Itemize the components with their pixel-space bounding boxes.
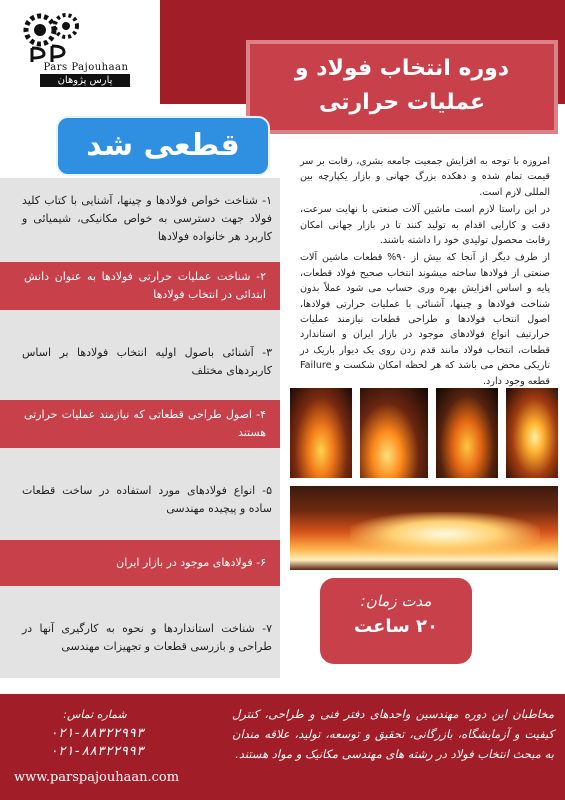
topic-item-6: ۶- فولادهای موجود در بازار ایران — [0, 540, 280, 586]
duration-label: مدت زمان: — [360, 592, 432, 610]
intro-text — [300, 154, 550, 391]
logo-latin-text: Pars Pajouhaan — [43, 62, 129, 73]
confirmed-badge: قطعی شد — [56, 116, 270, 176]
hot-steel-photo — [290, 486, 558, 570]
gear-logo-icon — [22, 8, 82, 64]
topic-item-7: ۷- شناخت استانداردها و نحوه به کارگیری آنها در طراحی و بازرسی قطعات و تجهیزات مهندسی — [22, 622, 272, 653]
duration-box — [320, 578, 472, 664]
furnace-photo-1 — [290, 388, 352, 478]
topic-item-2: ۲- شناخت عملیات حرارتی فولادها به عنوان دانش ابتدائی در انتخاب فولادها — [0, 262, 280, 310]
phone-number-2: ۰۲۱-۸۸۳۲۲۹۹۳ — [50, 744, 144, 759]
footer — [0, 694, 565, 800]
topic-item-4: ۴- اصول طراحی قطعاتی که نیازمند عملیات حرارتی هستند — [0, 400, 280, 448]
duration-value: ۲۰ ساعت — [353, 616, 439, 637]
intro-paragraph-3: از طرف دیگر از آنجا که بیش از ۹۰% قطعات ماشین آلات صنعتی از فولادها ساخته میشوند انتخاب صحیح فولاد قطعات، پایه و اساس افزایش بهره وری حساب می شود عملاً بدون شناخت فولادها و چینها، آشنائی با عملیات حرارتی فولادها، اصول انتخاب فولادها و طراحی قطعات نیازمند عملیات حرارتیف انواع فولادهای موجود در بازار ایران و استاندارد قطعات، انتخاب فولاد مانند قدم زدن روی یک دیوار باریک در تاریکی محض می باشد که هر لحظه امکان شکست و Failure قطعه وجود دارد. — [300, 252, 550, 387]
furnace-photo-2 — [360, 388, 428, 478]
intro-paragraph-2: در این راستا لازم است ماشین آلات صنعتی با نهایت سرعت، دقت و کارایی اقدام به تولید کنند تا در بازار جهانی امکان رقابت محصول تولیدی خود را داشته باشند. — [300, 204, 550, 247]
furnace-photo-4 — [506, 388, 558, 478]
course-title — [246, 40, 558, 134]
title-line-2: عملیات حرارتی — [318, 90, 486, 115]
phone-number-1: ۰۲۱-۸۸۳۲۲۹۹۳ — [50, 726, 144, 741]
topic-item-5: ۵- انواع فولادهای مورد استفاده در ساخت قطعات ساده و پیچیده مهندسی — [22, 484, 272, 515]
topic-item-1: ۱- شناخت خواص فولادها و چینها، آشنایی با کتاب کلید فولاد جهت دسترسی به خواص مکانیکی، شیمیائی و کاربرد هر خانواده فولادها — [22, 194, 272, 243]
furnace-photo-3 — [436, 388, 498, 478]
title-line-1: دوره انتخاب فولاد و — [294, 56, 510, 81]
audience-text: مخاطبان این دوره مهندسین واحدهای دفتر فنی و طراحی، کنترل کیفیت و آزمایشگاه، بازرگانی، تحقیق و توسعه، تولید، علاقه مندان به مبحث انتخاب فولاد در رشته های مهندسی مکانیک و مواد هستند. — [232, 707, 554, 761]
logo-persian-text: پارس پژوهان — [40, 74, 130, 87]
website-url: www.parspajouhaan.com — [14, 770, 180, 785]
contact-label: شماره تماس: — [63, 708, 127, 721]
intro-paragraph-1: امروزه با توجه به افزایش جمعیت جامعه بشری، رقابت بر سر قیمت تمام شده و دهکده بزرگ جهانی و بازار یکپارچه بین المللی لازم است. — [300, 156, 550, 198]
logo — [0, 0, 160, 104]
topic-item-3: ۳- آشنائی باصول اولیه انتخاب فولادها بر اساس کاربردهای مختلف — [22, 346, 272, 377]
